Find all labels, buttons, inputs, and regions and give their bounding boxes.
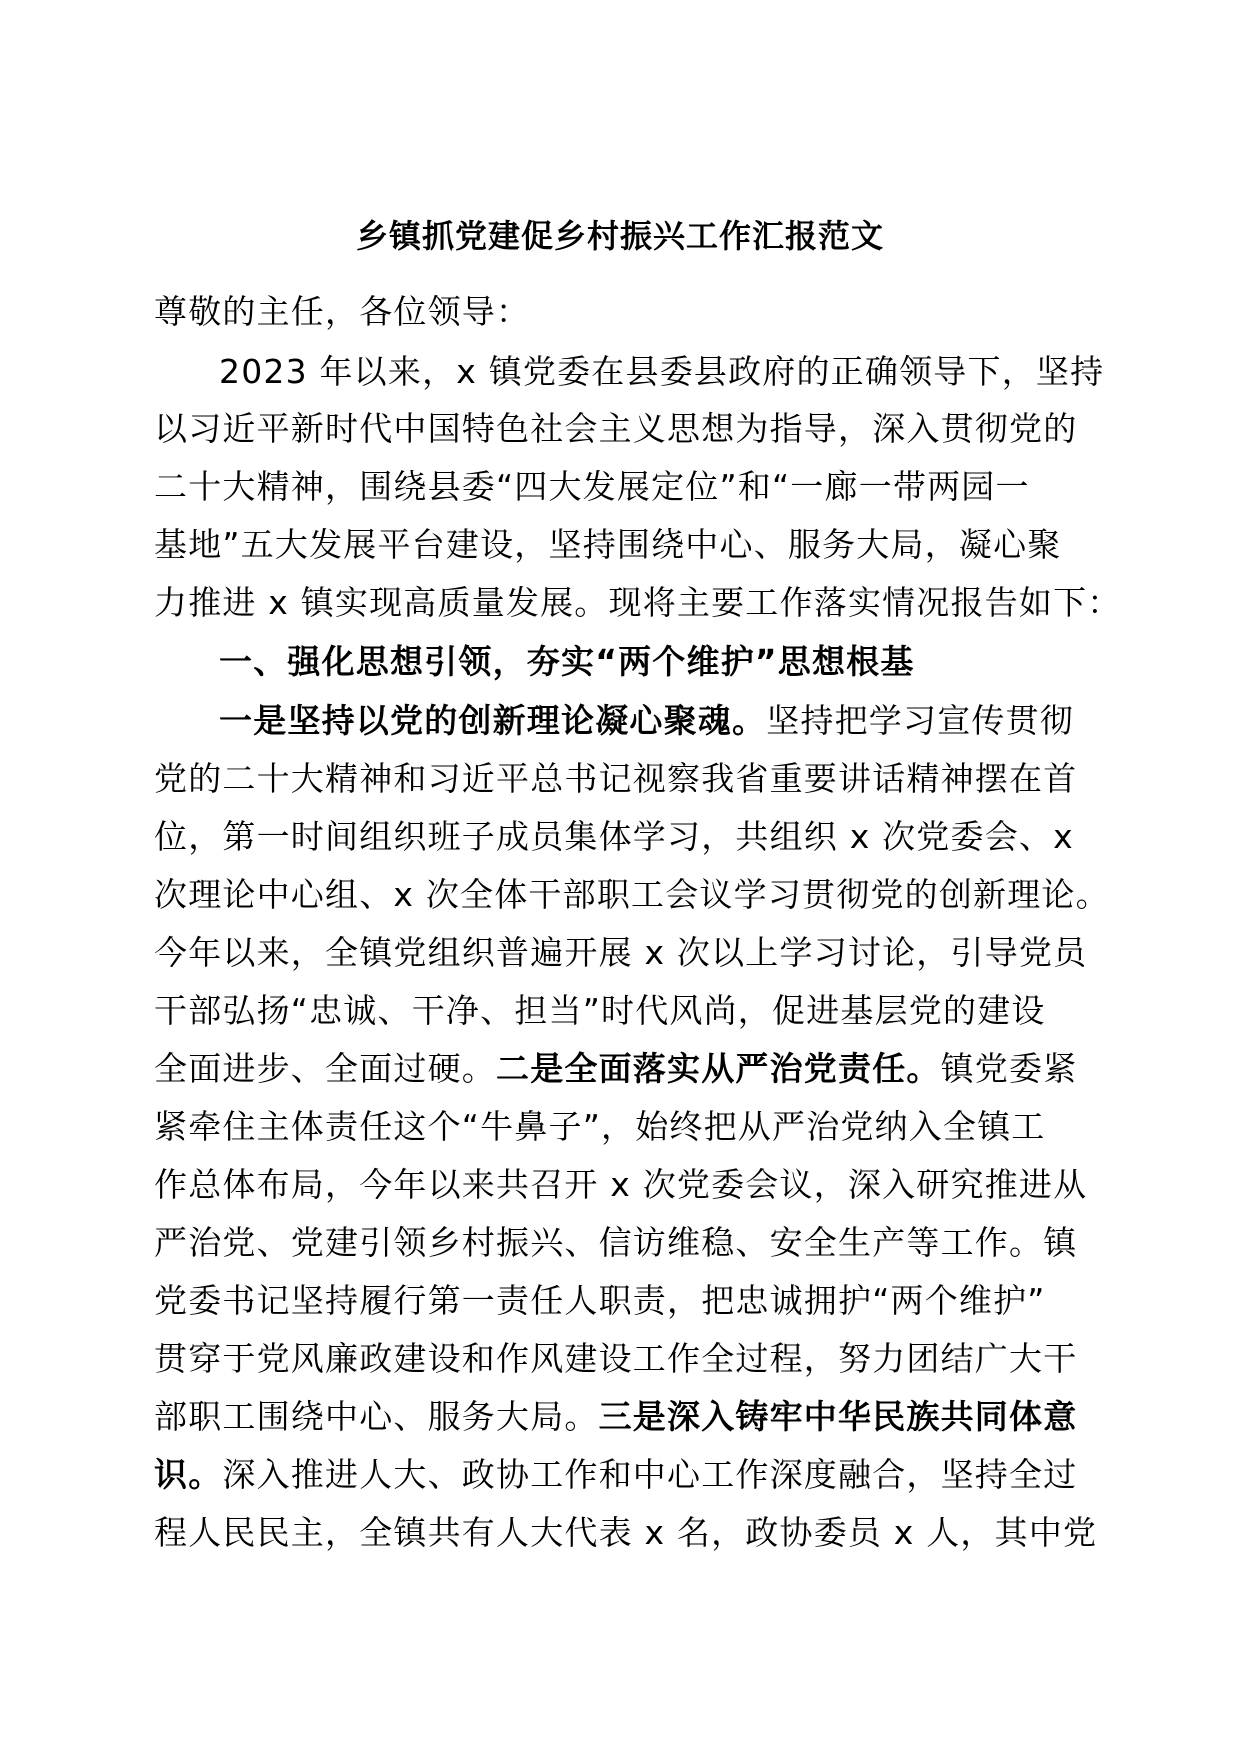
salutation: 尊敬的主任，各位领导： (154, 292, 531, 331)
paragraph-line: 力推进 x 镇实现高质量发展。现将主要工作落实情况报告如下： (154, 583, 1122, 622)
paragraph-line: 以习近平新时代中国特色社会主义思想为指导，深入贯彻党的 (154, 409, 1078, 448)
paragraph-line: 党的二十大精神和习近平总书记视察我省重要讲话精神摆在首 (154, 759, 1078, 798)
bold-lead: 三是深入铸牢中华民族共同体意 (598, 1397, 1078, 1436)
paragraph-line: 党委书记坚持履行第一责任人职责，把忠诚拥护“两个维护” (154, 1281, 1046, 1320)
paragraph-line: 识。深入推进人大、政协工作和中心工作深度融合，坚持全过 (154, 1455, 1078, 1494)
paragraph-line: 次理论中心组、x 次全体干部职工会议学习贯彻党的创新理论。 (154, 875, 1110, 914)
document-title: 乡镇抓党建促乡村振兴工作汇报范文 (355, 217, 884, 255)
paragraph-line: 紧牵住主体责任这个“牛鼻子”，始终把从严治党纳入全镇工 (154, 1107, 1046, 1146)
bold-lead: 识。 (154, 1455, 223, 1494)
paragraph-line: 一是坚持以党的创新理论凝心聚魂。坚持把学习宣传贯彻 (219, 701, 1075, 740)
bold-lead: 一是坚持以党的创新理论凝心聚魂。 (219, 701, 767, 740)
paragraph-line: 贯穿于党风廉政建设和作风建设工作全过程，努力团结广大干 (154, 1339, 1078, 1378)
paragraph-line: 二十大精神，围绕县委“四大发展定位”和“一廊一带两园一 (154, 467, 1030, 506)
paragraph-line: 部职工围绕中心、服务大局。三是深入铸牢中华民族共同体意 (154, 1397, 1078, 1436)
paragraph-line: 严治党、党建引领乡村振兴、信访维稳、安全生产等工作。镇 (154, 1223, 1078, 1262)
paragraph-line: 作总体布局，今年以来共召开 x 次党委会议，深入研究推进从 (154, 1165, 1088, 1204)
bold-lead: 二是全面落实从严治党责任。 (496, 1049, 941, 1088)
paragraph-line: 全面进步、全面过硬。二是全面落实从严治党责任。镇党委紧 (154, 1049, 1078, 1088)
section-heading: 一、强化思想引领，夯实“两个维护”思想根基 (219, 642, 915, 681)
paragraph-line: 干部弘扬“忠诚、干净、担当”时代风尚，促进基层党的建设 (154, 991, 1046, 1030)
paragraph-line: 2023 年以来，x 镇党委在县委县政府的正确领导下，坚持 (219, 352, 1105, 391)
paragraph-line: 基地”五大发展平台建设，坚持围绕中心、服务大局，凝心聚 (154, 525, 1062, 564)
paragraph-line: 位，第一时间组织班子成员集体学习，共组织 x 次党委会、x (154, 817, 1074, 856)
paragraph-line: 程人民民主，全镇共有人大代表 x 名，政协委员 x 人，其中党 (154, 1513, 1098, 1552)
paragraph-line: 今年以来，全镇党组织普遍开展 x 次以上学习讨论，引导党员 (154, 933, 1088, 972)
